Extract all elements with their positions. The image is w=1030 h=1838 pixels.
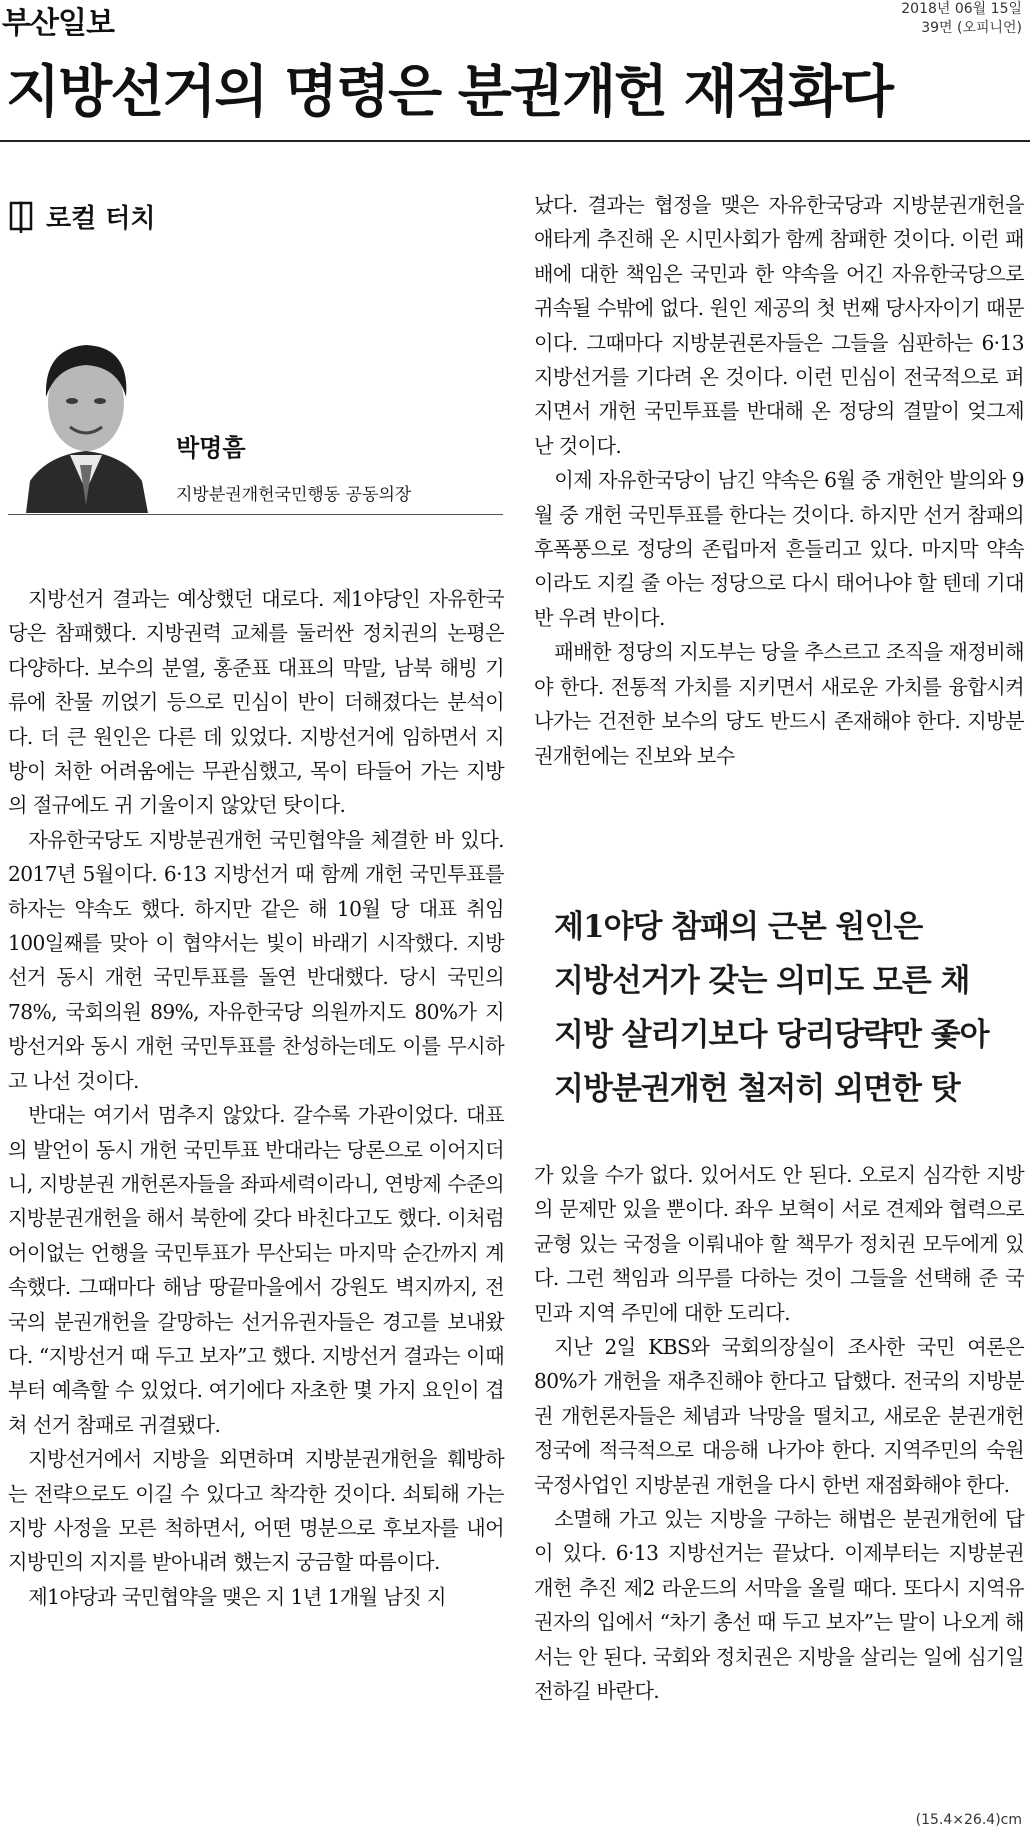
paragraph: 지난 2일 KBS와 국회의장실이 조사한 국민 여론은 80%가 개헌을 재추진해야 한다고 답했다. 전국의 지방분권 개헌론자들은 체념과 낙망을 떨치고, 새로운 분권개헌 정국에 적극적으로 대응해 나가야 한다. 지역주민의 숙원 국정사업인 지방분권 개헌을 다시 한번 재점화해야 한다. <box>534 1335 1024 1497</box>
column-tag <box>8 198 156 235</box>
pull-quote <box>554 900 1014 1116</box>
pull-quote-line: 지방분권개헌 철저히 외면한 탓 <box>554 1071 960 1107</box>
issue-date: 2018년 06월 15일 <box>901 1 1022 17</box>
issue-meta <box>901 0 1022 38</box>
paragraph: 났다. 결과는 협정을 맺은 자유한국당과 지방분권개헌을 애타게 추진해 온 시민사회가 함께 참패한 것이다. 이런 패배에 대한 책임은 국민과 한 약속을 어긴 자유한국당으로 귀속될 수밖에 없다. 원인 제공의 첫 번째 당사자이기 때문이다. 그때마다 지방분권론자들은 그들을 심판하는 6·13 지방선거를 기다려 온 것이다. 이런 민심이 전국적으로 퍼지면서 개헌 국민투표를 반대해 온 정당의 결말이 엊그제 난 것이다. <box>534 193 1024 458</box>
author-photo <box>8 305 164 513</box>
author-name: 박명흠 <box>176 434 246 462</box>
author-divider <box>8 514 503 515</box>
article-size-note: (15.4×26.4)cm <box>915 1812 1022 1828</box>
pull-quote-line: 지방 살리기보다 당리당략만 좇아 <box>554 1017 989 1053</box>
pull-quote-line: 지방선거가 갖는 의미도 모른 채 <box>554 963 970 999</box>
paragraph: 가 있을 수가 없다. 있어서도 안 된다. 오로지 심각한 지방의 문제만 있을 뿐이다. 좌우 보혁이 서로 견제와 협력으로 균형 있는 국정을 이뤄내야 할 책무가 정치권 모두에게 있다. 그런 책임과 의무를 다하는 것이 그들을 선택해 준 국민과 지역 주민에 대한 도리다. <box>534 1163 1024 1325</box>
author-role: 지방분권개헌국민행동 공동의장 <box>176 485 412 505</box>
headline-divider <box>0 140 1030 142</box>
paragraph: 이제 자유한국당이 남긴 약속은 6월 중 개헌안 발의와 9월 중 개헌 국민투표를 한다는 것이다. 하지만 선거 참패의 후폭풍으로 정당의 존립마저 흔들리고 있다. 마지막 약속이라도 지킬 줄 아는 정당으로 다시 태어나야 할 텐데 기대 반 우려 반이다. <box>534 468 1024 630</box>
article-column-1 <box>8 582 504 1614</box>
pull-quote-line: 제1야당 참패의 근본 원인은 <box>554 909 923 945</box>
paragraph: 지방선거 결과는 예상했던 대로다. 제1야당인 자유한국당은 참패했다. 지방권력 교체를 둘러싼 정치권의 논평은 다양하다. 보수의 분열, 홍준표 대표의 막말, 남북 해빙 기류에 찬물 끼얹기 등으로 민심이 반이 더해졌다는 분석이다. 더 큰 원인은 다른 데 있었다. 지방선거에 임하면서 지방이 처한 어려움에는 무관심했고, 목이 타들어 가는 지방의 절규에도 귀 기울이지 않았던 탓이다. <box>8 587 504 818</box>
masthead: 부산일보 <box>2 6 114 41</box>
article-column-2-bottom <box>534 1158 1024 1709</box>
book-icon <box>8 200 38 234</box>
page-section: 39면 (오피니언) <box>921 20 1022 36</box>
paragraph: 제1야당과 국민협약을 맺은 지 1년 1개월 남짓 지 <box>28 1584 446 1609</box>
paragraph: 자유한국당도 지방분권개헌 국민협약을 체결한 바 있다. 2017년 5월이다. 6·13 지방선거 때 함께 개헌 국민투표를 하자는 약속도 했다. 하지만 같은 해 10월 당 대표 취임 100일째를 맞아 이 협약서는 빛이 바래기 시작했다. 지방선거 동시 개헌 국민투표를 돌연 반대했다. 당시 국민의 78%, 국회의원 89%, 자유한국당 의원까지도 80%가 지방선거와 동시 개헌 국민투표를 찬성하는데도 이를 무시하고 나선 것이다. <box>8 827 504 1093</box>
paragraph: 패배한 정당의 지도부는 당을 추스르고 조직을 재정비해야 한다. 전통적 가치를 지키면서 새로운 가치를 융합시켜 나가는 건전한 보수의 당도 반드시 존재해야 한다. 지방분권개헌에는 진보와 보수 <box>534 640 1024 768</box>
page-title: 지방선거의 명령은 분권개헌 재점화다 <box>6 60 893 125</box>
paragraph: 지방선거에서 지방을 외면하며 지방분권개헌을 훼방하는 전략으로도 이길 수 있다고 착각한 것이다. 쇠퇴해 가는 지방 사정을 모른 척하면서, 어떤 명분으로 후보자를 내어 지방민의 지지를 받아내려 했는지 궁금할 따름이다. <box>8 1447 504 1575</box>
paragraph: 반대는 여기서 멈추지 않았다. 갈수록 가관이었다. 대표의 발언이 동시 개헌 국민투표 반대라는 당론으로 이어지더니, 지방분권 개헌론자들을 좌파세력이라니, 연방제 수준의 지방분권개헌을 해서 북한에 갖다 바친다고도 했다. 이처럼 어이없는 언행을 국민투표가 무산되는 마지막 순간까지 계속했다. 그때마다 해남 땅끝마을에서 강원도 벽지까지, 전국의 분권개헌을 갈망하는 선거유권자들은 경고를 보내왔다. “지방선거 때 두고 보자”고 했다. 지방선거 결과는 이때부터 예측할 수 있었다. 여기에다 자초한 몇 가지 요인이 겹쳐 선거 참패로 귀결됐다. <box>8 1103 504 1437</box>
paragraph: 소멸해 가고 있는 지방을 구하는 해법은 분권개헌에 답이 있다. 6·13 지방선거는 끝났다. 이제부터는 지방분권 개헌 추진 제2 라운드의 서막을 올릴 때다. 또다시 지역유권자의 입에서 “차기 총선 때 두고 보자”는 말이 나오게 해서는 안 된다. 국회와 정치권은 지방을 살리는 일에 심기일전하길 바란다. <box>534 1507 1024 1704</box>
article-column-2-top <box>534 188 1024 773</box>
column-tag-label: 로컬 터치 <box>46 204 156 234</box>
